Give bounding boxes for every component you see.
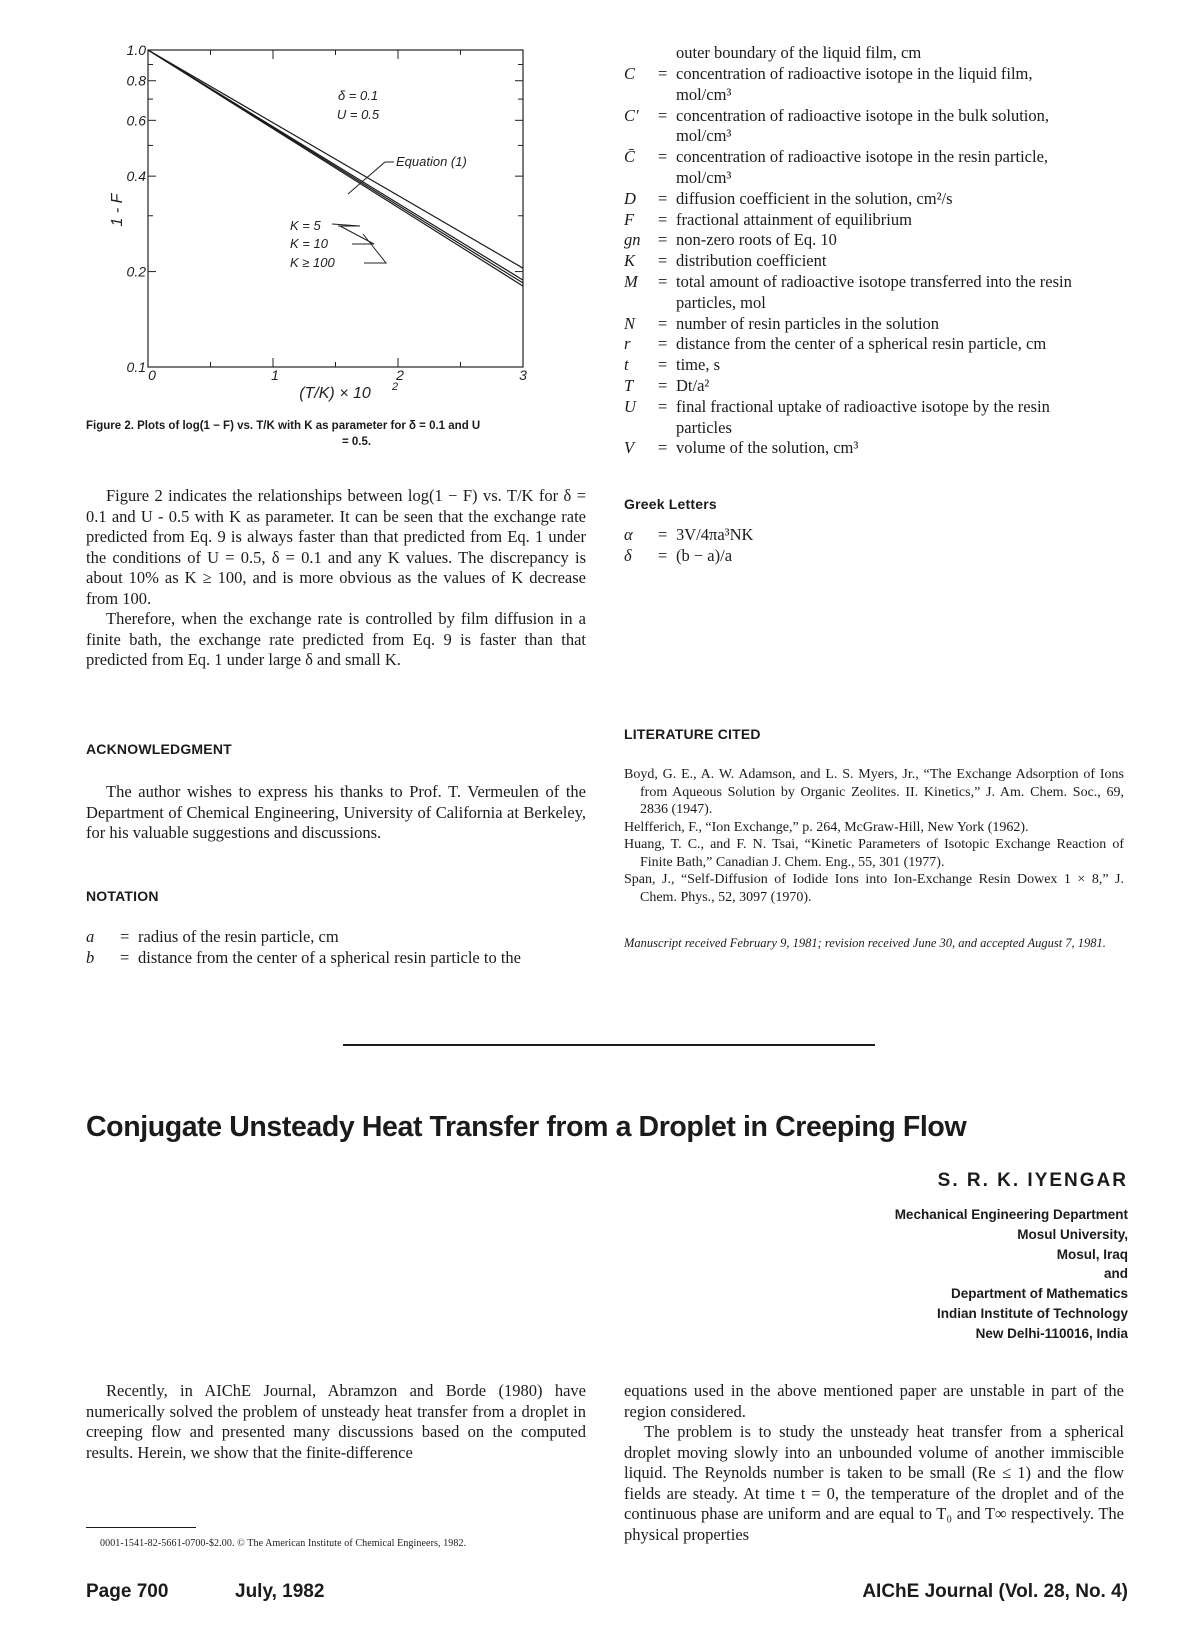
notation-definition: radius of the resin particle, cm (138, 927, 339, 946)
notation-right-list (624, 64, 1134, 459)
equals-sign: = (658, 525, 668, 544)
notation-row (624, 525, 1134, 546)
affiliation-line: New Delhi-110016, India (975, 1325, 1128, 1341)
equals-sign: = (658, 271, 668, 291)
equals-sign: = (120, 947, 130, 967)
notation-continuation: outer boundary of the liquid film, cm (676, 43, 922, 62)
notation-row (624, 438, 1134, 459)
notation-row (624, 106, 1134, 127)
notation-symbol: V (624, 438, 635, 458)
notation-definition: non-zero roots of Eq. 10 (676, 230, 837, 250)
notation-row (624, 210, 1134, 231)
equals-sign: = (658, 188, 668, 208)
notation-definition: number of resin particles in the solution (676, 313, 940, 333)
k-label: K ≥ 100 (290, 255, 335, 270)
notation-symbol: δ (624, 545, 632, 565)
notation-definition: time, s (676, 355, 720, 375)
notation-definition: distance from the center of a spherical resin particle to the (138, 947, 521, 967)
author-affiliation (708, 1205, 1128, 1344)
notation-definition: volume of the solution, cm³ (676, 438, 859, 458)
equals-sign: = (658, 230, 668, 250)
equation-label: Equation (1) (396, 154, 467, 169)
x-tick-label: 3 (519, 367, 527, 383)
notation-row (624, 189, 1134, 210)
references-list (624, 766, 1124, 906)
notation-definition: Dt/a² (676, 375, 710, 395)
notation-definition: (b − a)/a (676, 545, 733, 565)
notation-definition: distribution coefficient (676, 251, 827, 271)
copyright-rule (86, 1527, 196, 1528)
notation-symbol: C (624, 64, 636, 83)
notation-left-list (86, 927, 596, 969)
notation-definition: total amount of radioactive isotope transferred into the resin (676, 271, 1072, 291)
equals-sign: = (658, 105, 668, 125)
notation-definition-continued: mol/cm³ (676, 126, 732, 146)
notation-symbol: C′ (624, 105, 639, 125)
journal-name: AIChE Journal (Vol. 28, No. 4) (862, 1581, 1128, 1602)
equals-sign: = (658, 438, 668, 458)
notation-symbol: α (624, 525, 633, 544)
notation-definition: concentration of radioactive isotope in the resin particle, (676, 147, 1049, 167)
article-right-body (624, 1381, 1124, 1545)
figure-2-chart (100, 40, 580, 415)
literature-heading: LITERATURE CITED (624, 726, 761, 742)
copyright-note: 0001-1541-82-5661-0700-$2.00. © The American Institute of Chemical Engineers, 1982. (100, 1538, 467, 1549)
page-number: Page 700 (86, 1581, 169, 1602)
notation-symbol: T (624, 375, 634, 395)
equals-sign: = (658, 375, 668, 395)
acknowledgment-text (86, 782, 586, 844)
notation-symbol: U (624, 396, 636, 416)
section-divider (343, 1044, 875, 1046)
notation-definition: diffusion coefficient in the solution, cm²/s (676, 188, 953, 208)
equals-sign: = (658, 396, 668, 416)
affiliation-line: Indian Institute of Technology (937, 1305, 1128, 1321)
equals-sign: = (658, 147, 668, 167)
equals-sign: = (658, 355, 668, 375)
notation-row (624, 546, 1134, 567)
equals-sign: = (658, 545, 668, 565)
x-tick-label: 1 (271, 367, 279, 383)
figure-caption-line1: Figure 2. Plots of log(1 − F) vs. T/K with K as parameter for δ = 0.1 and U (86, 420, 481, 432)
notation-definition-continued: particles, mol (676, 292, 766, 312)
x-tick-label: 2 (396, 367, 404, 383)
notation-row (86, 927, 596, 948)
x-axis-label-exponent: 2 (392, 381, 399, 393)
affiliation-line: Department of Mathematics (950, 1286, 1128, 1302)
figure-caption (86, 418, 596, 450)
notation-symbol: gn (624, 230, 641, 250)
greek-letters-list (624, 525, 1134, 567)
notation-symbol: C̄ (624, 147, 636, 167)
notation-symbol: b (86, 947, 95, 967)
notation-row (624, 355, 1134, 376)
notation-definition: fractional attainment of equilibrium (676, 209, 912, 229)
affiliation-line: and (1103, 1266, 1128, 1282)
reference-entry: Huang, T. C., and F. N. Tsai, “Kinetic Parameters of Isotopic Exchange Reaction of Finite Bath,” Canadian J. Chem. Eng., 55, 301 (1977). (624, 837, 1124, 870)
notation-symbol: F (624, 209, 635, 229)
notation-symbol: a (86, 927, 95, 946)
acknowledgment-paragraph: The author wishes to express his thanks to Prof. T. Vermeulen of the Department of Chemical Engineering, University of California at Berkeley, for his valuable suggestions and discussions. (86, 782, 586, 842)
paragraph: The problem is to study the unsteady heat transfer from a spherical droplet moving slowly into an unbounded volume of another immiscible liquid. The Reynolds number is taken to be small (Re ≤ 1) and the flow fields are steady. At time t = 0, the temperature of the droplet and of the continuous phase are uniform and are equal to T₀ and T∞ respectively. The physical properties (624, 1422, 1124, 1544)
plot-frame (148, 50, 523, 367)
issue-date: July, 1982 (235, 1581, 325, 1602)
param-delta-label: δ = 0.1 (337, 88, 379, 103)
notation-heading: NOTATION (86, 888, 159, 904)
chart-svg (100, 40, 580, 415)
notation-row (624, 230, 1134, 251)
equals-sign: = (658, 334, 668, 354)
article-left-body (86, 1381, 586, 1463)
notation-symbol: t (624, 355, 629, 375)
greek-letters-heading: Greek Letters (624, 496, 717, 512)
k-label: K = 5 (290, 218, 321, 233)
notation-row (624, 314, 1134, 335)
k-leader (363, 234, 386, 263)
y-tick-label: 0.8 (126, 72, 146, 89)
notation-definition: concentration of radioactive isotope in the bulk solution, (676, 105, 1049, 125)
y-tick-label: 1.0 (126, 42, 146, 58)
notation-symbol: N (624, 313, 636, 333)
reference-entry: Boyd, G. E., A. W. Adamson, and L. S. Myers, Jr., “The Exchange Adsorption of Ions from Aqueous Solution by Organic Zeolites. II. Kinetics,” J. Am. Chem. Soc., 69, 2836 (1947). (624, 767, 1124, 817)
k-leader (332, 224, 360, 226)
acknowledgment-heading: ACKNOWLEDGMENT (86, 741, 232, 757)
reference-entry: Helfferich, F., “Ion Exchange,” p. 264, McGraw-Hill, New York (1962). (624, 819, 1029, 835)
notation-definition: final fractional uptake of radioactive isotope by the resin (676, 396, 1050, 416)
article-title: Conjugate Unsteady Heat Transfer from a Droplet in Creeping Flow (86, 1111, 967, 1143)
manuscript-note: Manuscript received February 9, 1981; revision received June 30, and accepted August 7, 1981. (624, 936, 1106, 950)
equals-sign: = (658, 64, 668, 83)
notation-definition-continued: particles (676, 417, 732, 437)
notation-row (624, 272, 1134, 293)
notation-row (624, 334, 1134, 355)
param-u-label: U = 0.5 (336, 107, 380, 122)
paragraph: Figure 2 indicates the relationships between log(1 − F) vs. T/K for δ = 0.1 and U - 0.5 with K as parameter. It can be seen that the exchange rate predicted from Eq. 9 is always faster than that predicted from Eq. 1 under the conditions of U = 0.5, δ = 0.1 and any K values. The discrepancy is about 10% as K ≥ 100, and is more obvious as the values of K decrease from 100. (86, 486, 586, 608)
notation-row (624, 147, 1134, 168)
equals-sign: = (120, 927, 130, 946)
y-tick-label: 0.4 (126, 168, 146, 185)
affiliation-line: Mosul University, (1017, 1226, 1128, 1242)
equals-sign: = (658, 313, 668, 333)
affiliation-line: Mechanical Engineering Department (894, 1207, 1128, 1222)
notation-definition: concentration of radioactive isotope in the liquid film, (676, 64, 1033, 83)
notation-row (624, 251, 1134, 272)
equals-sign: = (658, 251, 668, 271)
notation-definition-continued: mol/cm³ (676, 84, 732, 104)
notation-symbol: D (624, 188, 636, 208)
notation-definition: distance from the center of a spherical resin particle, cm (676, 334, 1047, 354)
y-tick-label: 0.2 (126, 263, 146, 280)
y-tick-label: 0.6 (126, 112, 146, 129)
notation-row (624, 376, 1134, 397)
notation-row (624, 64, 1134, 85)
notation-symbol: r (624, 334, 631, 354)
notation-definition: 3V/4πa³NK (676, 525, 754, 544)
notation-row (624, 397, 1134, 418)
x-axis-label: (T/K) × 10 (299, 385, 371, 402)
x-tick-label: 0 (148, 367, 156, 383)
left-body (86, 486, 586, 671)
y-tick-label: 0.1 (126, 359, 146, 375)
k-label: K = 10 (290, 236, 328, 251)
reference-entry: Span, J., “Self-Diffusion of Iodide Ions into Ion-Exchange Resin Dowex 1 × 8,” J. Chem. Phys., 52, 3097 (1970). (624, 872, 1124, 905)
y-axis-label: 1 - F (109, 193, 126, 227)
notation-definition-continued: mol/cm³ (676, 167, 732, 187)
equals-sign: = (658, 209, 668, 229)
article-author: S. R. K. IYENGAR (937, 1170, 1128, 1191)
paragraph: equations used in the above mentioned paper are unstable in part of the region considered. (624, 1381, 1124, 1421)
affiliation-line: Mosul, Iraq (1056, 1246, 1128, 1262)
notation-row (86, 948, 596, 969)
paragraph: Recently, in AIChE Journal, Abramzon and Borde (1980) have numerically solved the problem of unsteady heat transfer from a droplet in creeping flow and presented many discussions based on the computed results. Herein, we show that the finite-difference (86, 1381, 586, 1462)
paragraph: Therefore, when the exchange rate is controlled by film diffusion in a finite bath, the exchange rate predicted from Eq. 9 is faster than that predicted from Eq. 1 under large δ and small K. (86, 609, 586, 669)
notation-symbol: M (624, 271, 638, 291)
figure-caption-line2: = 0.5. (342, 436, 372, 448)
notation-symbol: K (624, 251, 636, 271)
